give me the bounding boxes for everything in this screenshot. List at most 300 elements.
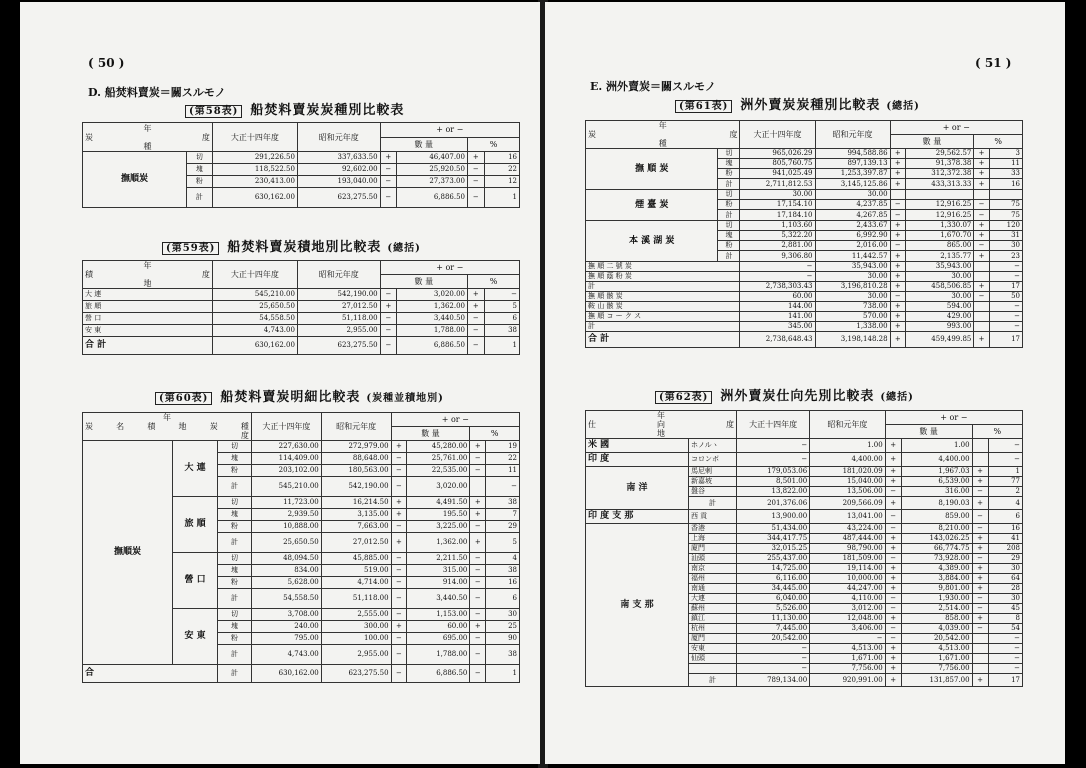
table-cell: 粉 xyxy=(218,521,252,533)
table-cell: 45,885.00 xyxy=(321,553,391,565)
table-cell: − xyxy=(972,594,988,604)
section-heading: E. 洲外賣炭＝關スルモノ xyxy=(590,80,716,93)
table-cell: 數 量 xyxy=(380,137,467,152)
table-cell: 切 xyxy=(718,149,740,159)
table-cell: 2,016.00 xyxy=(815,241,890,251)
table-cell: 4,389.00 xyxy=(901,564,972,574)
table-cell: 昭和元年度 xyxy=(815,121,890,149)
table-cell: 數 量 xyxy=(391,427,470,441)
table-cell: 1,103.60 xyxy=(740,221,815,231)
table-cell: 805,760.75 xyxy=(740,159,815,169)
table-cell: 44,247.00 xyxy=(810,584,885,594)
table-cell: 2,555.00 xyxy=(321,609,391,621)
table-cell: 仙頭 xyxy=(688,654,736,664)
table-cell: 38 xyxy=(486,497,520,509)
table-cell: 3,406.00 xyxy=(810,624,885,634)
table-cell: 船焚料賣炭積地別比較表 xyxy=(227,240,382,255)
table-cell: − xyxy=(736,453,809,467)
table-cell: 34,445.00 xyxy=(736,584,809,594)
table-row xyxy=(83,301,520,313)
table-cell: − xyxy=(885,487,901,497)
table-cell: 厦門 xyxy=(688,634,736,644)
table-cell: 17,154.10 xyxy=(740,200,815,210)
table-cell: 45 xyxy=(988,604,1022,614)
table-cell: 545,210.00 xyxy=(251,477,321,497)
table-cell: 594.00 xyxy=(905,302,973,312)
table-cell: 11,130.00 xyxy=(736,614,809,624)
table-cell: − xyxy=(484,289,519,301)
table-row xyxy=(586,272,1023,282)
table-cell: 杭州 xyxy=(688,624,736,634)
table-cell: 合 計 xyxy=(586,332,740,348)
table-cell: 16 xyxy=(486,577,520,589)
table-cell: + xyxy=(972,584,988,594)
table-61-title xyxy=(675,94,920,113)
table-cell: 年 xyxy=(143,261,152,270)
table-cell: 17,184.10 xyxy=(740,210,815,221)
table-cell: + xyxy=(972,497,988,510)
section-heading: D. 船焚料賣炭＝關スルモノ xyxy=(88,86,226,99)
table-cell: 3,708.00 xyxy=(251,609,321,621)
table-cell: 馬尼剌 xyxy=(688,467,736,477)
table-cell: 撫 順 コ ー ク ス xyxy=(586,312,740,322)
table-cell: 88,648.00 xyxy=(321,453,391,465)
table-cell: 77 xyxy=(988,477,1022,487)
table-cell: + xyxy=(972,534,988,544)
table-cell: + xyxy=(890,179,905,190)
table-cell: 4,743.00 xyxy=(251,645,321,665)
table-cell: 27,012.50 xyxy=(321,533,391,553)
table-cell: 汕頭 xyxy=(688,554,736,564)
table-cell: 11,442.57 xyxy=(815,251,890,262)
table-cell: % xyxy=(974,135,1023,149)
table-cell: 4,513.00 xyxy=(901,644,972,654)
table-cell: 撫 順 骸 炭 xyxy=(586,292,740,302)
table-cell: 8,210.00 xyxy=(901,524,972,534)
table-cell: − xyxy=(380,313,397,325)
table-cell: 度 xyxy=(201,132,210,142)
table-cell: 789,134.00 xyxy=(736,674,809,687)
table-62 xyxy=(585,410,1023,687)
table-cell: 洲外賣炭仕向先別比較表 xyxy=(720,389,875,404)
table-cell: − xyxy=(974,210,989,221)
table-cell: − xyxy=(972,554,988,564)
table-cell: 30 xyxy=(989,241,1022,251)
table-row xyxy=(586,510,1023,524)
table-cell: コロンボ xyxy=(688,453,736,467)
table-row xyxy=(83,152,520,164)
table-cell: 5,322.20 xyxy=(740,231,815,241)
table-cell: 193,040.00 xyxy=(297,176,380,188)
table-cell: 131,857.00 xyxy=(901,674,972,687)
table-cell: 542,190.00 xyxy=(297,289,380,301)
table-cell: + xyxy=(974,231,989,241)
table-cell: − xyxy=(974,200,989,210)
table-cell: 鞍 山 骸 炭 xyxy=(586,302,740,312)
table-cell xyxy=(974,312,989,322)
table-cell: 地 xyxy=(143,279,152,288)
table-cell: 60.00 xyxy=(407,621,470,633)
table-cell: 20,542.00 xyxy=(736,634,809,644)
table-cell: 地 xyxy=(656,429,665,438)
table-cell: − xyxy=(470,645,486,665)
table-cell: 2,433.67 xyxy=(815,221,890,231)
table-row xyxy=(83,289,520,301)
table-cell: 6,886.50 xyxy=(397,337,468,355)
table-cell: + xyxy=(885,654,901,664)
table-cell: 南 洋 xyxy=(586,467,689,510)
table-cell: 數 量 xyxy=(890,135,974,149)
table-cell: − xyxy=(391,589,407,609)
table-cell: − xyxy=(972,487,988,497)
table-cell: − xyxy=(989,262,1022,272)
table-cell: 6,886.50 xyxy=(407,665,470,683)
table-cell: 5,526.00 xyxy=(736,604,809,614)
table-cell: 90 xyxy=(486,633,520,645)
table-cell: % xyxy=(468,275,520,289)
table-cell: − xyxy=(470,589,486,609)
table-cell: 10,000.00 xyxy=(810,574,885,584)
table-cell: − xyxy=(736,654,809,664)
table-cell: 撫順炭 xyxy=(83,152,187,208)
table-cell: 240.00 xyxy=(251,621,321,633)
table-cell: + xyxy=(885,564,901,574)
table-cell: + xyxy=(890,221,905,231)
table-cell: 230,413.00 xyxy=(212,176,297,188)
table-cell: + xyxy=(972,674,988,687)
table-cell: 積 xyxy=(147,422,156,431)
table-cell: − xyxy=(391,565,407,577)
table-cell: 安 東 xyxy=(83,325,213,337)
table-cell: 印 度 xyxy=(586,453,689,467)
table-cell: 塊 xyxy=(718,159,740,169)
table-cell: − xyxy=(470,453,486,465)
table-61 xyxy=(585,120,1023,348)
table-cell: 993.00 xyxy=(905,322,973,332)
table-cell: + xyxy=(890,322,905,332)
table-cell: 撫 順 蔭 粉 炭 xyxy=(586,272,740,282)
table-cell: − xyxy=(885,594,901,604)
table-cell: − xyxy=(885,554,901,564)
table-cell: 54 xyxy=(988,624,1022,634)
table-cell: 16 xyxy=(989,179,1022,190)
table-cell xyxy=(972,439,988,453)
table-cell: 4 xyxy=(486,553,520,565)
table-cell: 914.00 xyxy=(407,577,470,589)
table-cell: 1,338.00 xyxy=(815,322,890,332)
table-cell: (第58表) xyxy=(185,105,242,118)
table-cell: 114,409.00 xyxy=(251,453,321,465)
table-cell: + xyxy=(890,262,905,272)
table-cell: 3,145,125.86 xyxy=(815,179,890,190)
table-cell: 542,190.00 xyxy=(321,477,391,497)
table-cell: 31 xyxy=(989,231,1022,241)
table-cell: 51,434.00 xyxy=(736,524,809,534)
table-cell: − xyxy=(467,164,484,176)
table-cell: − xyxy=(989,322,1022,332)
table-cell: 2,738,303.43 xyxy=(740,282,815,292)
table-cell: − xyxy=(391,633,407,645)
table-cell: 年 xyxy=(658,121,667,130)
table-cell: 315.00 xyxy=(407,565,470,577)
table-cell: + xyxy=(885,674,901,687)
table-cell: − xyxy=(890,292,905,302)
table-cell: 858.00 xyxy=(901,614,972,624)
table-cell: 51,118.00 xyxy=(321,589,391,609)
table-cell: + xyxy=(972,564,988,574)
table-cell xyxy=(972,453,988,467)
table-cell: + xyxy=(885,497,901,510)
table-cell: 撫 順 炭 xyxy=(586,149,718,190)
table-cell: 切 xyxy=(718,221,740,231)
table-cell: (第61表) xyxy=(675,100,732,113)
table-cell: + xyxy=(885,477,901,487)
table-cell: 7,756.00 xyxy=(810,664,885,674)
table-cell: 米 國 xyxy=(586,439,689,453)
table-cell: 17 xyxy=(988,674,1022,687)
table-cell: 75 xyxy=(989,210,1022,221)
table-cell: 834.00 xyxy=(251,565,321,577)
table-cell: + xyxy=(890,332,905,348)
table-cell: 30.00 xyxy=(815,190,890,200)
table-58 xyxy=(82,122,520,208)
table-cell: − xyxy=(470,553,486,565)
table-cell: + xyxy=(974,282,989,292)
table-cell: 118,522.50 xyxy=(212,164,297,176)
table-cell: 54,558.50 xyxy=(251,589,321,609)
page-number: ( 50 ) xyxy=(88,56,125,70)
table-cell: − xyxy=(468,337,485,355)
table-cell: 3,196,810.28 xyxy=(815,282,890,292)
table-cell: − xyxy=(890,241,905,251)
table-cell: 4,400.00 xyxy=(810,453,885,467)
table-cell: 南京 xyxy=(688,564,736,574)
table-cell: 1,788.00 xyxy=(397,325,468,337)
table-cell: 227,630.00 xyxy=(251,441,321,453)
table-cell: 4,400.00 xyxy=(901,453,972,467)
table-cell: 29,562.57 xyxy=(905,149,973,159)
table-cell: 272,979.00 xyxy=(321,441,391,453)
table-cell: + xyxy=(974,179,989,190)
table-cell: + or − xyxy=(380,261,519,275)
table-row xyxy=(83,441,520,453)
table-cell: − xyxy=(885,510,901,524)
table-cell: 13,900.00 xyxy=(736,510,809,524)
table-cell: + xyxy=(885,584,901,594)
table-cell: + xyxy=(885,544,901,554)
table-cell: 28 xyxy=(988,584,1022,594)
table-cell: + xyxy=(890,302,905,312)
table-cell: 2,738,648.43 xyxy=(740,332,815,348)
table-cell: 8 xyxy=(988,614,1022,624)
table-cell: 795.00 xyxy=(251,633,321,645)
table-cell: 4,110.00 xyxy=(810,594,885,604)
table-cell: 30.00 xyxy=(905,292,973,302)
table-cell xyxy=(974,272,989,282)
table-cell: 4 xyxy=(988,497,1022,510)
table-cell: + xyxy=(972,467,988,477)
table-cell: 29 xyxy=(486,521,520,533)
table-row xyxy=(586,292,1023,302)
table-cell: 大正十四年度 xyxy=(740,121,815,149)
table-cell: 16,214.50 xyxy=(321,497,391,509)
table-cell: 43,224.00 xyxy=(810,524,885,534)
table-cell: 2 xyxy=(988,487,1022,497)
table-cell: 度 xyxy=(240,431,249,440)
table-cell: + or − xyxy=(380,123,519,138)
table-cell xyxy=(688,664,736,674)
table-cell xyxy=(974,302,989,312)
table-cell: 撫順炭 xyxy=(83,441,173,665)
table-cell: 洲外賣炭炭種別比較表 xyxy=(740,98,881,113)
table-cell: 30 xyxy=(486,609,520,621)
table-cell: 623,275.50 xyxy=(321,665,391,683)
table-row xyxy=(586,322,1023,332)
table-cell: 5 xyxy=(486,533,520,553)
table-cell: + xyxy=(885,467,901,477)
table-cell: 1,362.00 xyxy=(407,533,470,553)
table-cell: 計 xyxy=(688,674,736,687)
table-cell: + xyxy=(885,574,901,584)
table-row xyxy=(83,325,520,337)
table-cell: 46,407.00 xyxy=(397,152,468,164)
table-cell: 10,888.00 xyxy=(251,521,321,533)
table-cell: (炭種並積地別) xyxy=(366,393,444,404)
table-cell: 1 xyxy=(484,188,519,208)
table-cell: − xyxy=(972,604,988,614)
table-cell: − xyxy=(467,176,484,188)
table-cell: − xyxy=(988,644,1022,654)
table-cell: 100.00 xyxy=(321,633,391,645)
table-cell: 29 xyxy=(988,554,1022,564)
table-cell: 鎮江 xyxy=(688,614,736,624)
table-cell: 營 口 xyxy=(173,553,218,609)
table-cell: ホノルヽ xyxy=(688,439,736,453)
table-row xyxy=(586,282,1023,292)
table-cell: 12,916.25 xyxy=(905,210,973,221)
table-cell: 30 xyxy=(988,564,1022,574)
table-cell: − xyxy=(988,654,1022,664)
table-cell: + xyxy=(890,231,905,241)
table-cell: − xyxy=(736,439,809,453)
table-cell: 種 xyxy=(143,141,152,151)
table-cell: 30.00 xyxy=(740,190,815,200)
table-cell: 4,267.85 xyxy=(815,210,890,221)
table-row xyxy=(586,453,1023,467)
table-cell xyxy=(974,322,989,332)
table-cell: 計 xyxy=(586,322,740,332)
table-cell: 12,916.25 xyxy=(905,200,973,210)
table-cell: + or − xyxy=(890,121,1022,135)
table-cell: − xyxy=(380,325,397,337)
table-cell: − xyxy=(486,477,520,497)
table-cell: + xyxy=(890,149,905,159)
table-cell: − xyxy=(391,645,407,665)
table-cell xyxy=(972,634,988,644)
table-cell: 3 xyxy=(989,149,1022,159)
table-cell: + xyxy=(391,509,407,521)
table-cell: 大正十四年度 xyxy=(736,411,809,439)
table-cell: 20,542.00 xyxy=(901,634,972,644)
table-cell: − xyxy=(736,664,809,674)
table-cell: − xyxy=(391,553,407,565)
table-cell: − xyxy=(470,521,486,533)
table-cell: + xyxy=(885,453,901,467)
table-cell: 塊 xyxy=(218,509,252,521)
table-cell: − xyxy=(989,302,1022,312)
table-cell: 塊 xyxy=(718,231,740,241)
table-cell: − xyxy=(470,633,486,645)
table-cell: 195.50 xyxy=(407,509,470,521)
table-cell: 98,790.00 xyxy=(810,544,885,554)
table-cell: 16 xyxy=(484,152,519,164)
table-cell: 合 xyxy=(83,665,218,683)
table-cell: 計 xyxy=(218,477,252,497)
table-cell: − xyxy=(380,289,397,301)
table-cell: − xyxy=(972,624,988,634)
table-cell: 51,118.00 xyxy=(297,313,380,325)
table-cell: % xyxy=(467,137,519,152)
table-cell: 粉 xyxy=(718,169,740,179)
table-cell: + xyxy=(974,221,989,231)
table-cell: 7,756.00 xyxy=(901,664,972,674)
table-cell: 4,039.00 xyxy=(901,624,972,634)
table-cell: 30.00 xyxy=(905,272,973,282)
table-cell: 4,491.50 xyxy=(407,497,470,509)
table-cell: − xyxy=(470,665,486,683)
table-cell: 塊 xyxy=(218,621,252,633)
table-cell: 487,444.00 xyxy=(810,534,885,544)
table-cell: 545,210.00 xyxy=(212,289,297,301)
table-cell: 1 xyxy=(988,467,1022,477)
table-cell: 計 xyxy=(218,665,252,683)
table-cell xyxy=(972,664,988,674)
table-cell: 積 xyxy=(85,270,93,279)
table-cell: 西 貢 xyxy=(688,510,736,524)
table-cell: 向 xyxy=(656,420,665,429)
page-number: ( 51 ) xyxy=(975,56,1012,70)
table-cell: 75 xyxy=(989,200,1022,210)
table-cell: 345.00 xyxy=(740,322,815,332)
table-cell: 南 支 那 xyxy=(586,524,689,687)
table-cell: + xyxy=(974,251,989,262)
table-cell: 429.00 xyxy=(905,312,973,322)
table-62-title xyxy=(655,385,914,404)
table-cell: + xyxy=(468,289,485,301)
table-cell: 切 xyxy=(218,497,252,509)
table-cell: 22,535.00 xyxy=(407,465,470,477)
table-cell: 14,725.00 xyxy=(736,564,809,574)
table-cell: 3,225.00 xyxy=(407,521,470,533)
table-cell: − xyxy=(467,188,484,208)
table-cell: − xyxy=(988,439,1022,453)
table-cell: 181,020.09 xyxy=(810,467,885,477)
table-cell: 4,237.85 xyxy=(815,200,890,210)
table-cell: 昭和元年度 xyxy=(321,413,391,441)
table-cell: 9,306.80 xyxy=(740,251,815,262)
table-cell: (總括) xyxy=(886,101,920,112)
table-cell: 459,499.85 xyxy=(905,332,973,348)
table-cell: 60.00 xyxy=(740,292,815,302)
table-cell: 32,015.25 xyxy=(736,544,809,554)
table-cell: + xyxy=(972,614,988,624)
table-cell: 1,670.70 xyxy=(905,231,973,241)
table-cell: 54,558.50 xyxy=(212,313,297,325)
table-cell: 337,633.50 xyxy=(297,152,380,164)
table-cell: 344,417.75 xyxy=(736,534,809,544)
table-cell: 大 連 xyxy=(83,289,213,301)
table-cell: 623,275.50 xyxy=(297,337,380,355)
